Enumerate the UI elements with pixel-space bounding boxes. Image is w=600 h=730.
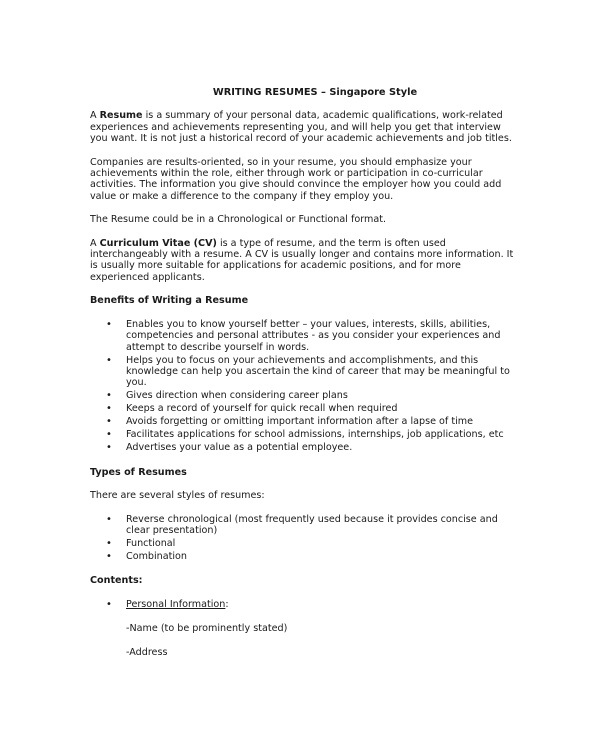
- types-intro: There are several styles of resumes:: [90, 490, 265, 502]
- list-item: • Gives direction when considering career plans: [90, 390, 520, 401]
- types-list: [90, 514, 520, 563]
- results-oriented-paragraph: Companies are results-oriented, so in your resume, you should emphasize your achievements within the role, either through work or participation in co-curricular activities. The information you give should convince the employer how you could add value or make a difference to the company if they employ you.: [90, 156, 502, 202]
- benefits-heading: Benefits of Writing a Resume: [90, 295, 249, 307]
- list-item: • Keeps a record of yourself for quick recall when required: [90, 403, 520, 414]
- benefits-list: [90, 319, 520, 454]
- format-paragraph: The Resume could be in a Chronological or Functional format.: [90, 214, 387, 226]
- types-heading: Types of Resumes: [90, 466, 187, 478]
- cv-term: Curriculum Vitae (CV): [99, 237, 217, 249]
- list-item: • Enables you to know yourself better – your values, interests, skills, abilities, competencies and personal attributes - as you consider your experiences and attempt to describe yourself in words.: [90, 319, 520, 353]
- list-item: • Facilitates applications for school admissions, internships, job applications, etc: [90, 429, 520, 440]
- document-title: WRITING RESUMES – Singapore Style: [212, 87, 418, 98]
- list-item: • Helps you to focus on your achievements and accomplishments, and this knowledge can help you ascertain the kind of career that may be meaningful to you.: [90, 355, 520, 389]
- list-item: • Advertises your value as a potential employee.: [90, 442, 520, 453]
- list-item: • Personal Information:: [90, 599, 520, 610]
- list-item: • Combination: [90, 551, 520, 562]
- contents-sub-address: -Address: [126, 646, 168, 658]
- list-item: • Avoids forgetting or omitting important information after a lapse of time: [90, 416, 520, 427]
- list-item: • Functional: [90, 538, 520, 549]
- contents-list: [90, 599, 520, 610]
- resume-definition-paragraph: A Resume is a summary of your personal data, academic qualifications, work-related experiences and achievements representing you, and will help you get that interview you want. It is not just a historical record of your academic achievements and job titles.: [90, 110, 512, 145]
- cv-definition-paragraph: A Curriculum Vitae (CV) is a type of resume, and the term is often used interchangeably with a resume. A CV is usually longer and contains more information. It is usually more suitable for applications for academic positions, and for more experienced applicants.: [90, 237, 514, 283]
- resume-term: Resume: [99, 110, 143, 122]
- contents-sub-name: -Name (to be prominently stated): [126, 623, 288, 635]
- contents-heading: Contents:: [90, 575, 143, 587]
- list-item: • Reverse chronological (most frequently used because it provides concise and clear presentation): [90, 514, 520, 537]
- personal-information-label: Personal Information: [126, 598, 226, 610]
